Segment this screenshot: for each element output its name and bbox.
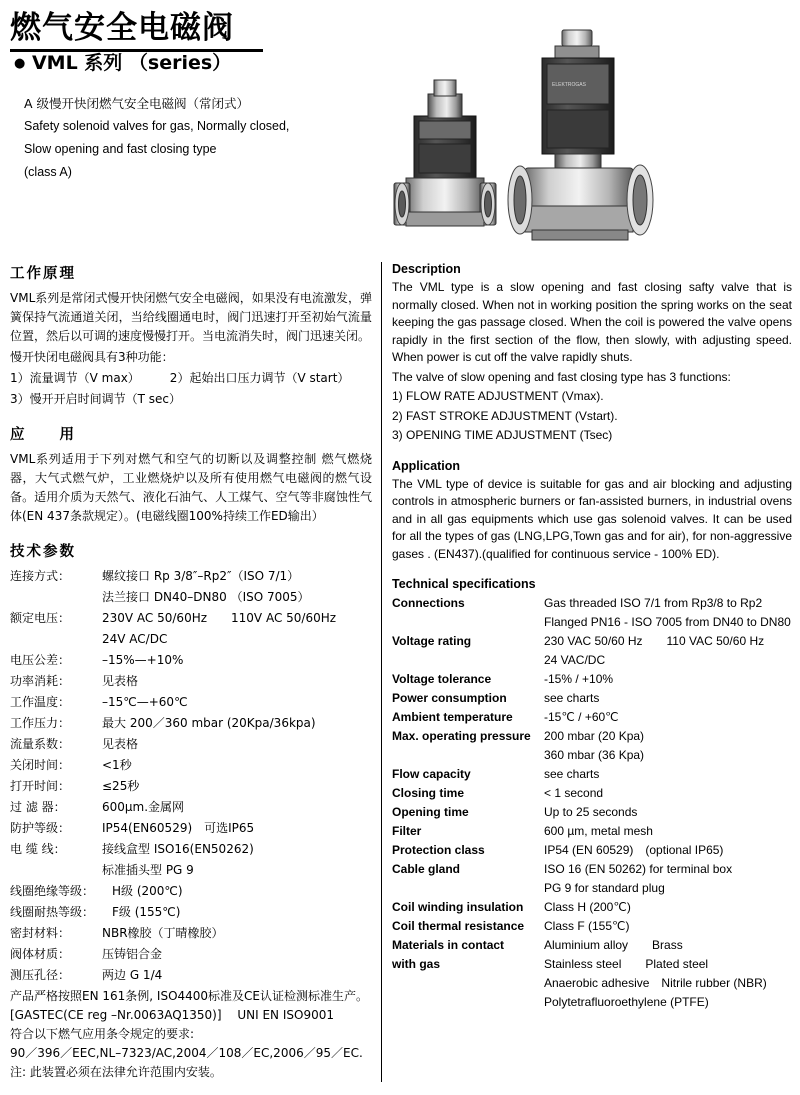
spec-value: H级 (200℃) bbox=[112, 884, 183, 898]
table-row bbox=[392, 784, 792, 803]
spec-value: see charts bbox=[544, 691, 600, 705]
table-row bbox=[392, 632, 792, 651]
table-row bbox=[10, 966, 372, 987]
application-heading: 应 用 bbox=[10, 427, 76, 443]
spec-key: Cable gland bbox=[392, 862, 461, 876]
table-row bbox=[10, 735, 372, 756]
table-row bbox=[10, 651, 372, 672]
table-row bbox=[392, 955, 792, 974]
table-row bbox=[392, 765, 792, 784]
series-heading bbox=[14, 48, 231, 75]
table-row bbox=[10, 756, 372, 777]
spec-key: 线圈绝缘等级： bbox=[10, 884, 95, 898]
spec-key bbox=[10, 588, 102, 609]
spec-key bbox=[392, 879, 544, 898]
footnote-0: 产品严格按照EN 161条例, ISO4400标准及CE认证检测标准生产。 bbox=[10, 989, 369, 1003]
spec-value: Flanged PN16 - ISO 7005 from DN40 to DN80 bbox=[544, 615, 791, 629]
spec-table-en bbox=[392, 594, 792, 1012]
spec-key: Opening time bbox=[392, 805, 469, 819]
table-row bbox=[392, 746, 792, 765]
footnote-4: 注: 此装置必须在法律允许范围内安装。 bbox=[10, 1065, 222, 1079]
spec-key: Ambient temperature bbox=[392, 710, 513, 724]
spec-table-cn bbox=[10, 567, 372, 882]
spec-value: Stainless steel Plated steel bbox=[544, 957, 709, 971]
table-row bbox=[10, 567, 372, 588]
spec-value: 600 µm, metal mesh bbox=[544, 824, 653, 838]
table-row bbox=[392, 917, 792, 936]
spec-key: 电 缆 线： bbox=[10, 842, 66, 856]
application-paragraph: VML系列适用于下列对燃气和空气的切断以及调整控制 燃气燃烧器，大气式燃气炉，工业燃烧炉以及所有使用燃气电磁阀的燃气设备。适用介质为天然气、液化石油气、人工煤气、空气等非腐蚀性气体(EN 437条款规定）。(电磁线圈100%持续工作ED输出） bbox=[10, 452, 372, 523]
spec-value: Up to 25 seconds bbox=[544, 805, 638, 819]
spec-value: 最大 200／360 mbar (20Kpa/36kpa) bbox=[102, 716, 316, 730]
table-row bbox=[392, 879, 792, 898]
spec-value: IP54(EN60529) 可选IP65 bbox=[102, 821, 255, 835]
table-row bbox=[10, 861, 372, 882]
intro-line-0: A 级慢开快闭燃气安全电磁阀（常闭式） bbox=[24, 96, 250, 111]
spec-key: with gas bbox=[392, 957, 441, 971]
table-row bbox=[10, 588, 372, 609]
principle-functions-intro: 慢开快闭电磁阀具有3种功能： bbox=[10, 350, 174, 364]
description-function-1: 1) FLOW RATE ADJUSTMENT (Vmax). bbox=[392, 389, 604, 403]
spec-value: Anaerobic adhesive Nitrile rubber (NBR) bbox=[544, 976, 767, 990]
spec-key bbox=[392, 746, 544, 765]
spec-value: 见表格 bbox=[102, 674, 139, 688]
bullet-icon: ● bbox=[14, 56, 26, 71]
spec-value: –15%—+10% bbox=[102, 653, 184, 667]
tech-heading-en: Technical specifications bbox=[392, 577, 536, 591]
table-row bbox=[392, 803, 792, 822]
spec-key: 电压公差： bbox=[10, 653, 71, 667]
description-function-3: 3) OPENING TIME ADJUSTMENT (Tsec) bbox=[392, 428, 613, 442]
spec-value: Polytetrafluoroethylene (PTFE) bbox=[544, 995, 709, 1009]
description-heading: Description bbox=[392, 262, 461, 276]
spec-value: ISO 16 (EN 50262) for terminal box bbox=[544, 862, 733, 876]
principle-function-2: 3）慢开开启时间调节（T sec） bbox=[10, 392, 182, 406]
svg-text:ELEKTROGAS: ELEKTROGAS bbox=[552, 82, 586, 88]
spec-value: 230 VAC 50/60 Hz 110 VAC 50/60 Hz bbox=[544, 634, 765, 648]
table-row bbox=[10, 777, 372, 798]
spec-key: 额定电压： bbox=[10, 611, 71, 625]
table-row bbox=[10, 819, 372, 840]
spec-key: Protection class bbox=[392, 843, 485, 857]
spec-value: 24 VAC/DC bbox=[544, 653, 606, 667]
spec-key: Connections bbox=[392, 596, 465, 610]
spec-value: Aluminium alloy Brass bbox=[544, 938, 683, 952]
spec-value: 接线盒型 ISO16(EN50262) bbox=[102, 842, 254, 856]
principle-paragraph: VML系列是常闭式慢开快闭燃气安全电磁阀，如果没有电流激发，弹簧保持气流通道关闭，当给线圈通电时，阀门迅速打开至初始气流量位置，然后以可调的速度慢慢打开。当电流消失时，阀门迅速关闭。 bbox=[10, 291, 372, 343]
spec-key: Flow capacity bbox=[392, 767, 471, 781]
spec-key bbox=[10, 861, 102, 882]
spec-value: < 1 second bbox=[544, 786, 604, 800]
spec-value: -15℃ / +60℃ bbox=[544, 710, 619, 724]
spec-value: 标准插头型 PG 9 bbox=[102, 863, 194, 877]
spec-key: Coil thermal resistance bbox=[392, 919, 525, 933]
table-row bbox=[10, 630, 372, 651]
spec-value: IP54 (EN 60529) (optional IP65) bbox=[544, 843, 724, 857]
spec-key: Power consumption bbox=[392, 691, 507, 705]
spec-value: Class H (200℃) bbox=[544, 900, 631, 914]
table-row bbox=[10, 924, 372, 945]
spec-key: Voltage tolerance bbox=[392, 672, 492, 686]
spec-key: 连接方式： bbox=[10, 569, 71, 583]
spec-key: 防护等级： bbox=[10, 821, 71, 835]
table-row bbox=[392, 727, 792, 746]
intro-block bbox=[24, 92, 374, 184]
spec-key: 流量系数： bbox=[10, 737, 71, 751]
table-row bbox=[10, 693, 372, 714]
spec-value: 法兰接口 DN40–DN80 （ISO 7005） bbox=[102, 590, 310, 604]
series-label: VML 系列 （series） bbox=[31, 52, 232, 74]
spec-key: 密封材料： bbox=[10, 926, 71, 940]
description-functions-intro: The valve of slow opening and fast closing type has 3 functions: bbox=[392, 369, 731, 384]
spec-value: 两边 G 1/4 bbox=[102, 968, 163, 982]
spec-key: Coil winding insulation bbox=[392, 900, 524, 914]
spec-value: Gas threaded ISO 7/1 from Rp3/8 to Rp2 bbox=[544, 596, 763, 610]
table-row bbox=[392, 860, 792, 879]
table-row bbox=[392, 936, 792, 955]
table-row bbox=[392, 651, 792, 670]
table-row bbox=[392, 594, 792, 613]
table-row bbox=[392, 898, 792, 917]
spec-value: 24V AC/DC bbox=[102, 632, 168, 646]
table-row bbox=[10, 798, 372, 819]
spec-key: 打开时间： bbox=[10, 779, 71, 793]
spec-value: 360 mbar (36 Kpa) bbox=[544, 748, 645, 762]
spec-table-cn-materials bbox=[10, 924, 372, 987]
right-column bbox=[392, 262, 792, 1012]
principle-heading: 工作原理 bbox=[10, 266, 76, 282]
spec-key: Filter bbox=[392, 824, 422, 838]
spec-value: <1秒 bbox=[102, 758, 132, 772]
product-photos bbox=[392, 20, 792, 250]
spec-key: Closing time bbox=[392, 786, 465, 800]
page-title: 燃气安全电磁阀 bbox=[10, 2, 263, 52]
description-paragraph: The VML type is a slow opening and fast closing safty valve that is normally closed. When not in working position the spring works on the seat keeping the gas passage closed. When the coil is powered the valve opens rapidly in the first section of the flow, then slowly, with adjusting speed. When power is cut off the valve rapidly shuts. bbox=[392, 280, 792, 364]
spec-key bbox=[392, 974, 544, 993]
spec-key: 测压孔径： bbox=[10, 968, 71, 982]
table-row bbox=[10, 609, 372, 630]
spec-value: Class F (155℃) bbox=[544, 919, 630, 933]
table-row bbox=[392, 613, 792, 632]
spec-key: 阀体材质： bbox=[10, 947, 71, 961]
spec-value: –15℃—+60℃ bbox=[102, 695, 188, 709]
spec-value: -15% / +10% bbox=[544, 672, 614, 686]
spec-value: 螺纹接口 Rp 3/8″–Rp2″（ISO 7/1） bbox=[102, 569, 300, 583]
spec-value: 230V AC 50/60Hz 110V AC 50/60Hz bbox=[102, 611, 337, 625]
application-paragraph-en: The VML type of device is suitable for gas and air blocking and adjusting controls in atmospheric burners or fan-assisted burners, in industrial ovens and in all gas equipments which use gas solenoid valves. It can be used for all the types of gas (LNG,LPG,Town gas and for air), for non-aggressive gases . (EN437).(qualified for continuous service - 100% ED). bbox=[392, 476, 792, 561]
spec-value: F级 (155℃) bbox=[112, 905, 181, 919]
footnote-1: [GASTEC(CE reg –Nr.0063AQ1350)] UNI EN ISO9001 bbox=[10, 1008, 334, 1022]
spec-value: 压铸铝合金 bbox=[102, 947, 163, 961]
table-row bbox=[392, 974, 792, 993]
spec-value: 见表格 bbox=[102, 737, 139, 751]
spec-value: NBR橡胶（丁晴橡胶） bbox=[102, 926, 224, 940]
table-row bbox=[392, 708, 792, 727]
spec-value: 200 mbar (20 Kpa) bbox=[544, 729, 645, 743]
spec-value: see charts bbox=[544, 767, 600, 781]
footnote-2: 符合以下燃气应用条令规定的要求: bbox=[10, 1027, 195, 1041]
footnote-3: 90／396／EEC,NL–7323/AC,2004／108／EC,2006／95／EC. bbox=[10, 1046, 363, 1060]
spec-key bbox=[392, 993, 544, 1012]
spec-key: Materials in contact bbox=[392, 938, 505, 952]
table-row bbox=[392, 993, 792, 1012]
table-row bbox=[392, 841, 792, 860]
spec-table-cn-insulation bbox=[10, 882, 372, 924]
valve-illustrations bbox=[392, 20, 792, 255]
left-column bbox=[10, 262, 372, 1082]
table-row bbox=[392, 822, 792, 841]
spec-key: 关闭时间： bbox=[10, 758, 71, 772]
intro-line-3: (class A) bbox=[24, 165, 72, 179]
spec-value: PG 9 for standard plug bbox=[544, 881, 665, 895]
spec-key: 工作压力： bbox=[10, 716, 71, 730]
application-heading-en: Application bbox=[392, 458, 461, 473]
spec-key: 工作温度： bbox=[10, 695, 71, 709]
spec-key bbox=[392, 613, 544, 632]
spec-key: 过 滤 器： bbox=[10, 800, 66, 814]
table-row bbox=[10, 903, 372, 924]
spec-value: ≤25秒 bbox=[102, 779, 140, 793]
spec-key bbox=[392, 651, 544, 670]
table-row bbox=[10, 714, 372, 735]
spec-key: 线圈耐热等级： bbox=[10, 905, 95, 919]
spec-key: Max. operating pressure bbox=[392, 729, 531, 743]
table-row bbox=[10, 672, 372, 693]
description-function-2: 2) FAST STROKE ADJUSTMENT (Vstart). bbox=[392, 408, 618, 423]
spec-key bbox=[10, 630, 102, 651]
table-row bbox=[10, 840, 372, 861]
table-row bbox=[10, 882, 372, 903]
tech-heading: 技术参数 bbox=[10, 544, 76, 560]
spec-value: 600μm.金属网 bbox=[102, 800, 185, 814]
footnotes bbox=[10, 987, 372, 1082]
column-divider bbox=[381, 262, 382, 1082]
table-row bbox=[392, 689, 792, 708]
spec-key: Voltage rating bbox=[392, 634, 472, 648]
table-row bbox=[392, 670, 792, 689]
intro-line-1: Safety solenoid valves for gas, Normally closed, bbox=[24, 119, 290, 133]
principle-function-1: 1）流量调节（V max） 2）起始出口压力调节（V start） bbox=[10, 371, 350, 385]
spec-key: 功率消耗： bbox=[10, 674, 71, 688]
intro-line-2: Slow opening and fast closing type bbox=[24, 142, 217, 156]
table-row bbox=[10, 945, 372, 966]
